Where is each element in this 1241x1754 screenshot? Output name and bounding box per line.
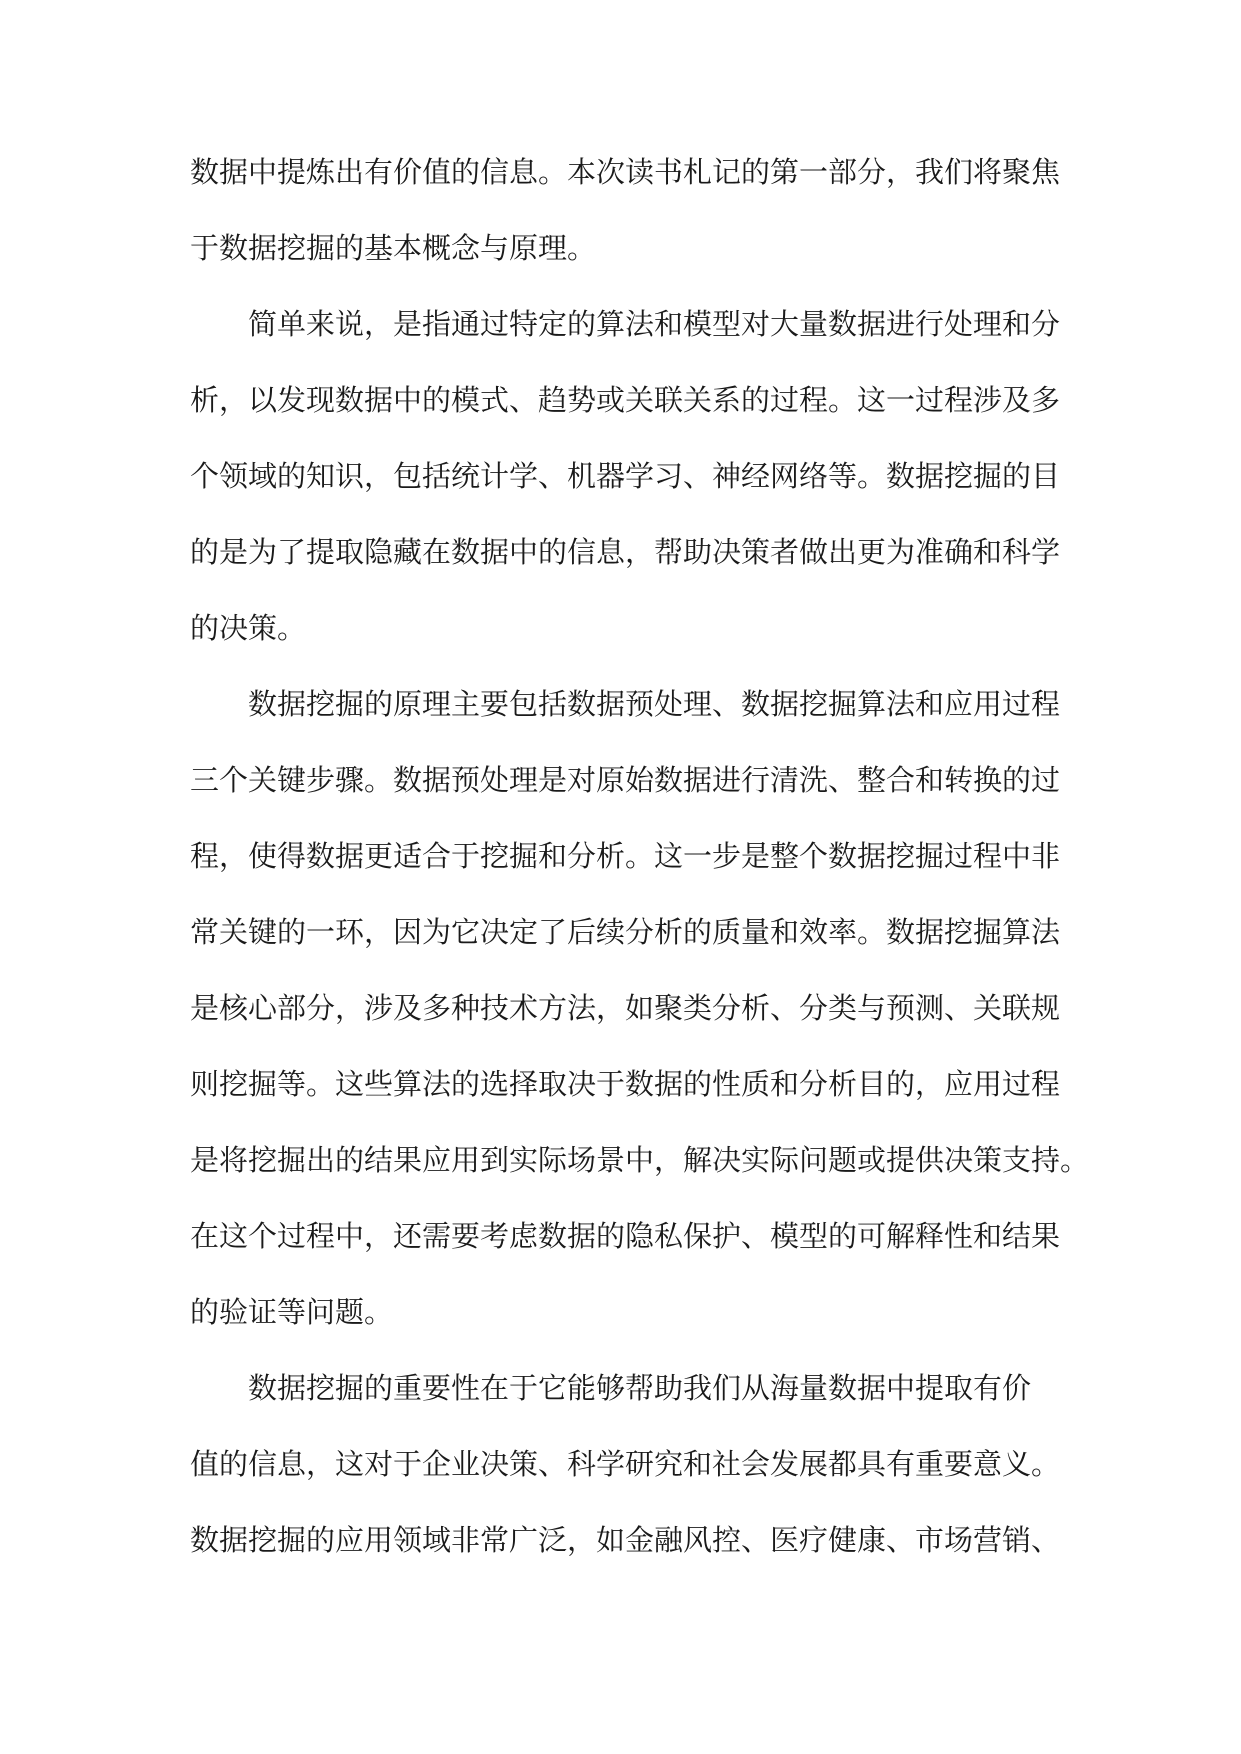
text-line-8: 数据挖掘的原理主要包括数据预处理、数据挖掘算法和应用过程 — [248, 687, 1061, 721]
text-line-11: 常关键的一环，因为它决定了后续分析的质量和效率。数据挖掘算法 — [190, 915, 1061, 949]
text-line-7: 的决策。 — [190, 611, 307, 645]
text-line-6: 的是为了提取隐藏在数据中的信息，帮助决策者做出更为准确和科学 — [190, 535, 1061, 569]
text-line-3: 简单来说，是指通过特定的算法和模型对大量数据进行处理和分 — [248, 307, 1061, 341]
text-line-10: 程，使得数据更适合于挖掘和分析。这一步是整个数据挖掘过程中非 — [190, 839, 1061, 873]
text-line-15: 在这个过程中，还需要考虑数据的隐私保护、模型的可解释性和结果 — [190, 1219, 1061, 1253]
text-line-2: 于数据挖掘的基本概念与原理。 — [190, 231, 597, 265]
text-line-16: 的验证等问题。 — [190, 1295, 394, 1329]
text-line-19: 数据挖掘的应用领域非常广泛，如金融风控、医疗健康、市场营销、 — [190, 1523, 1061, 1557]
text-line-13: 则挖掘等。这些算法的选择取决于数据的性质和分析目的，应用过程 — [190, 1067, 1061, 1101]
text-line-5: 个领域的知识，包括统计学、机器学习、神经网络等。数据挖掘的目 — [190, 459, 1061, 493]
text-body — [190, 148, 1090, 1592]
text-line-12: 是核心部分，涉及多种技术方法，如聚类分析、分类与预测、关联规 — [190, 991, 1061, 1025]
text-line-1: 数据中提炼出有价值的信息。本次读书札记的第一部分，我们将聚焦 — [190, 155, 1061, 189]
text-line-4: 析，以发现数据中的模式、趋势或关联关系的过程。这一过程涉及多 — [190, 383, 1061, 417]
text-line-17: 数据挖掘的重要性在于它能够帮助我们从海量数据中提取有价 — [248, 1371, 1032, 1405]
text-line-9: 三个关键步骤。数据预处理是对原始数据进行清洗、整合和转换的过 — [190, 763, 1061, 797]
text-line-18: 值的信息，这对于企业决策、科学研究和社会发展都具有重要意义。 — [190, 1447, 1061, 1481]
text-line-14: 是将挖掘出的结果应用到实际场景中，解决实际问题或提供决策支持。 — [190, 1143, 1090, 1177]
